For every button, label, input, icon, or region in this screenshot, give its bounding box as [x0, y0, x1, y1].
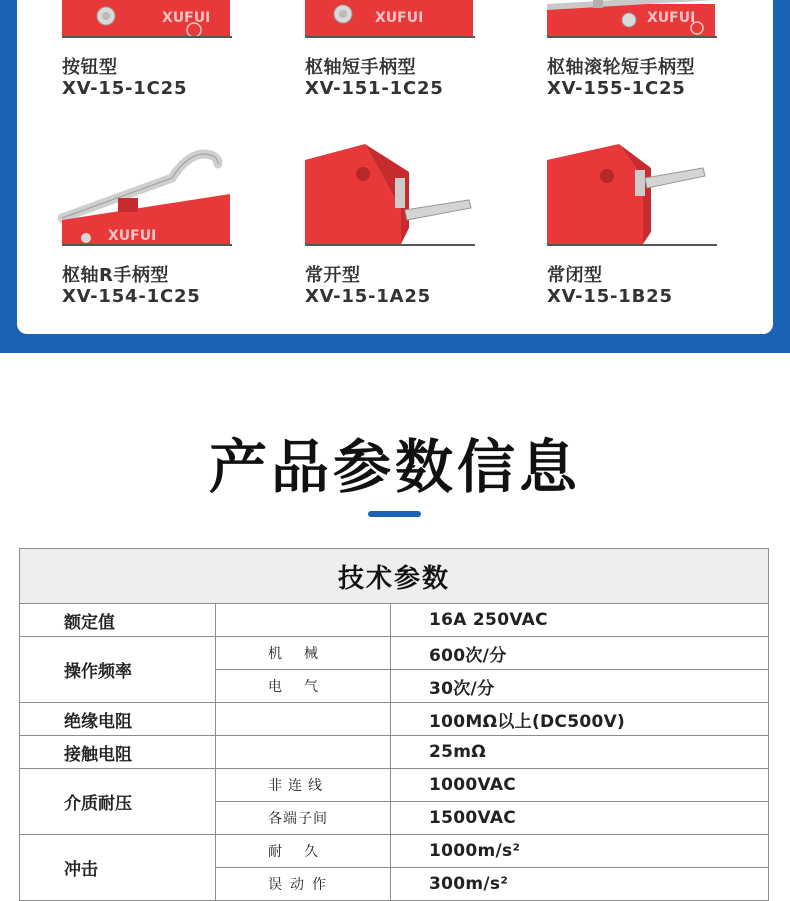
- param-value: 1000VAC: [391, 769, 769, 802]
- product-model: XV-15-1C25: [62, 78, 188, 99]
- table-row: [20, 736, 769, 769]
- section-title: 产品参数信息: [208, 433, 581, 501]
- product-model: XV-154-1C25: [62, 286, 201, 307]
- table-row: [20, 637, 769, 670]
- brand-print: XUFUI: [375, 10, 424, 26]
- param-sub: 非连线: [216, 769, 391, 802]
- param-name: 冲击: [20, 835, 216, 901]
- param-value: 100MΩ以上(DC500V): [391, 703, 769, 736]
- product-model: XV-151-1C25: [305, 78, 444, 99]
- switch-pushbutton-image: [62, 0, 232, 40]
- switch-short-lever-image: [305, 0, 475, 40]
- table-row: [20, 769, 769, 802]
- param-sub: [216, 604, 391, 637]
- param-name: 绝缘电阻: [20, 703, 216, 736]
- param-sub: [216, 736, 391, 769]
- product-name: 枢轴滚轮短手柄型: [547, 57, 695, 78]
- param-value: 16A 250VAC: [391, 604, 769, 637]
- param-sub: 机械: [216, 637, 391, 670]
- product-card: [17, 0, 773, 334]
- param-name: 操作频率: [20, 637, 216, 703]
- product-model: XV-15-1A25: [305, 286, 431, 307]
- switch-normally-open-image: [305, 148, 475, 248]
- param-sub: 电气: [216, 670, 391, 703]
- title-underline: [368, 511, 421, 517]
- switch-roller-lever-image: [547, 0, 717, 40]
- param-name: 介质耐压: [20, 769, 216, 835]
- spec-table: [19, 548, 769, 901]
- product-model: XV-15-1B25: [547, 286, 673, 307]
- switch-r-lever-image: [62, 148, 232, 248]
- table-row: [20, 604, 769, 637]
- param-sub: [216, 703, 391, 736]
- table-row: [20, 703, 769, 736]
- param-name: 接触电阻: [20, 736, 216, 769]
- product-name: 枢轴短手柄型: [305, 57, 416, 78]
- param-sub: 耐久: [216, 835, 391, 868]
- param-name: 额定值: [20, 604, 216, 637]
- param-value: 300m/s²: [391, 868, 769, 901]
- param-value: 1500VAC: [391, 802, 769, 835]
- param-sub: 误动作: [216, 868, 391, 901]
- product-name: 常开型: [305, 265, 361, 286]
- table-header-row: [20, 549, 769, 604]
- product-model: XV-155-1C25: [547, 78, 686, 99]
- product-name: 常闭型: [547, 265, 603, 286]
- brand-print: XUFUI: [108, 228, 157, 244]
- param-value: 1000m/s²: [391, 835, 769, 868]
- product-name: 按钮型: [62, 57, 118, 78]
- brand-print: XUFUI: [162, 10, 211, 26]
- table-row: [20, 835, 769, 868]
- param-sub: 各端子间: [216, 802, 391, 835]
- switch-normally-closed-image: [547, 148, 717, 248]
- param-value: 30次/分: [391, 670, 769, 703]
- param-value: 25mΩ: [391, 736, 769, 769]
- table-header: 技术参数: [20, 549, 769, 604]
- brand-print: XUFUI: [647, 10, 696, 26]
- product-name: 枢轴R手柄型: [62, 265, 169, 286]
- param-value: 600次/分: [391, 637, 769, 670]
